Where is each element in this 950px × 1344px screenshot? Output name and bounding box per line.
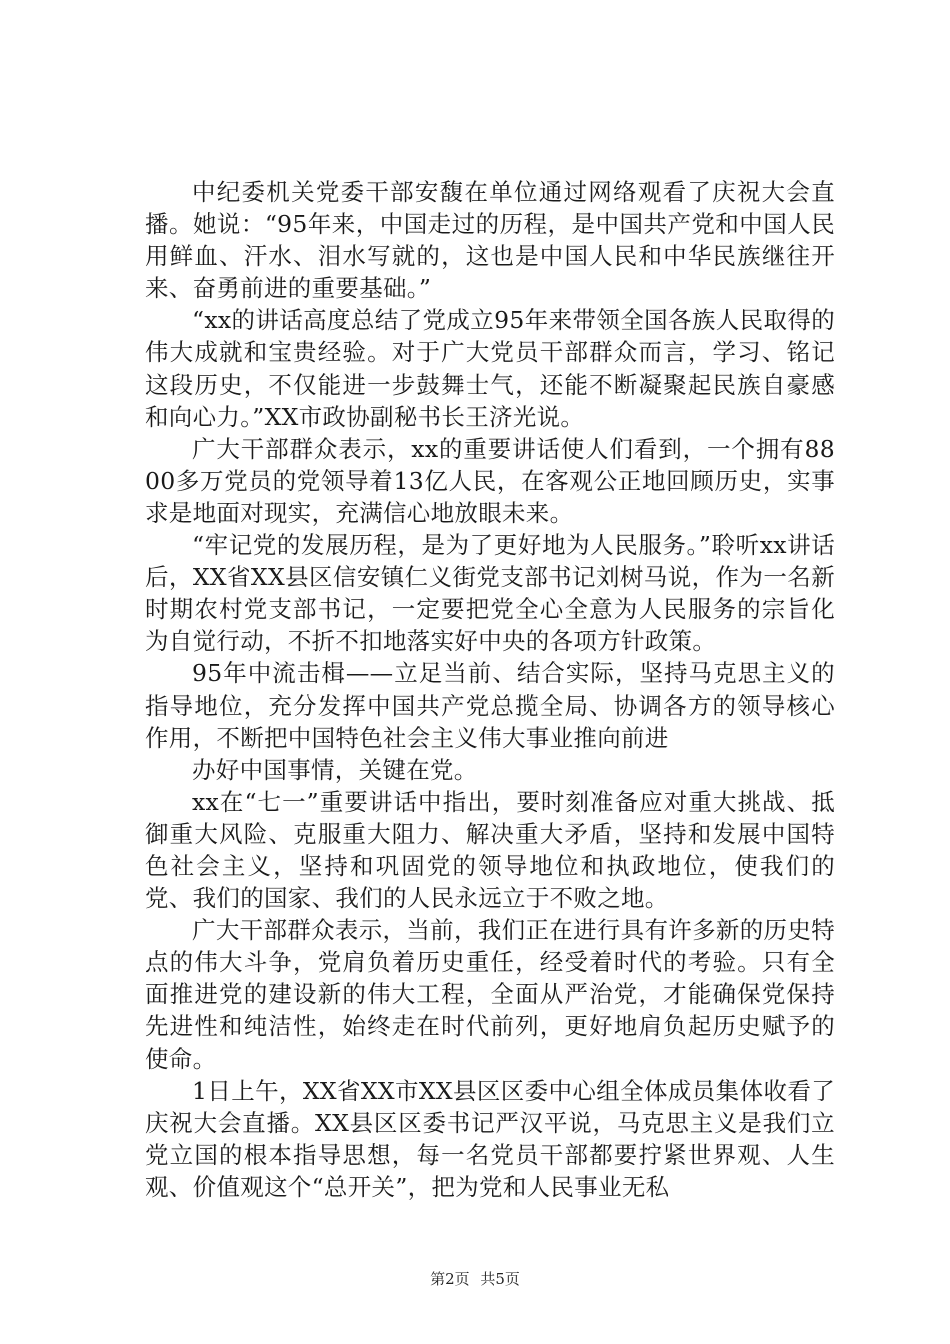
paragraph: 办好中国事情，关键在党。 bbox=[192, 755, 478, 784]
page-number: 第2页 bbox=[430, 1270, 470, 1288]
page-footer bbox=[0, 1268, 950, 1289]
paragraph: xx在“七一”重要讲话中指出，要时刻准备应对重大挑战、抵御重大风险、克服重大阻力、解决重大矛盾，坚持和发展中国特色社会主义，坚持和巩固党的领导地位和执政地位，使我们的党、我们的国家、我们的人民永远立于不败之地。 bbox=[145, 787, 835, 913]
paragraph: 95年中流击楫——立足当前、结合实际，坚持马克思主义的指导地位，充分发挥中国共产党总揽全局、协调各方的领导核心作用，不断把中国特色社会主义伟大事业推向前进 bbox=[145, 659, 835, 752]
page-total: 共5页 bbox=[480, 1270, 520, 1288]
document-body bbox=[145, 176, 835, 1203]
paragraph: 中纪委机关党委干部安馥在单位通过网络观看了庆祝大会直播。她说：“95年来，中国走过的历程，是中国共产党和中国人民用鲜血、汗水、泪水写就的，这也是中国人民和中华民族继往开来、奋勇前进的重要基础。” bbox=[145, 178, 835, 303]
paragraph: “牢记党的发展历程，是为了更好地为人民服务。”聆听xx讲话后，XX省XX县区信安镇仁义街党支部书记刘树马说，作为一名新时期农村党支部书记，一定要把党全心全意为人民服务的宗旨化为自觉行动，不折不扣地落实好中央的各项方针政策。 bbox=[145, 531, 835, 656]
paragraph: 广大干部群众表示，当前，我们正在进行具有许多新的历史特点的伟大斗争，党肩负着历史重任，经受着时代的考验。只有全面推进党的建设新的伟大工程，全面从严治党，才能确保党保持先进性和纯洁性，始终走在时代前列，更好地肩负起历史赋予的使命。 bbox=[145, 916, 835, 1073]
paragraph: 1日上午，XX省XX市XX县区区委中心组全体成员集体收看了庆祝大会直播。XX县区区委书记严汉平说，马克思主义是我们立党立国的根本指导思想，每一名党员干部都要拧紧世界观、人生观、价值观这个“总开关”，把为党和人民事业无私 bbox=[145, 1076, 835, 1201]
paragraph: 广大干部群众表示，xx的重要讲话使人们看到，一个拥有8800多万党员的党领导着13亿人民，在客观公正地回顾历史，实事求是地面对现实，充满信心地放眼未来。 bbox=[145, 434, 835, 527]
paragraph: “xx的讲话高度总结了党成立95年来带领全国各族人民取得的伟大成就和宝贵经验。对于广大党员干部群众而言，学习、铭记这段历史，不仅能进一步鼓舞士气，还能不断凝聚起民族自豪感和向心力。”XX市政协副秘书长王济光说。 bbox=[145, 306, 835, 431]
